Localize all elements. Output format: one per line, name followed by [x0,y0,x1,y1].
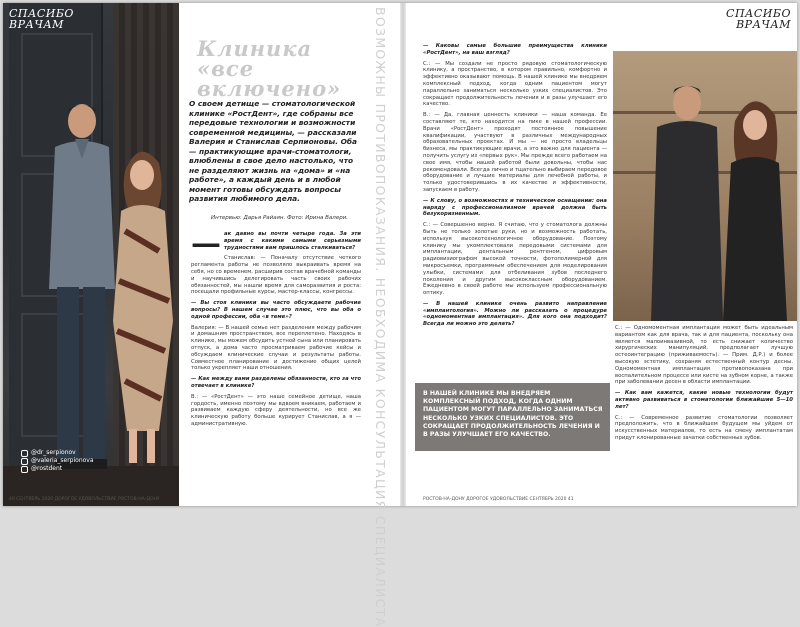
question: — В нашей клинике очень развито направление «имплантология». Можно ли рассказать о процедуре «одномоментная имплантация». Для кого она подходит? Всегда ли можно это делать? [423,300,607,328]
article-intro: О своем детище — стоматологической клинике «РостДент», где собраны все передовые технологии и возможности современной медицины, — рассказали Валерия и Станислав Серпионовы. Оба — практикующие врачи-стоматологи, влюблены в свое дело настолько, что не разделяют жизнь на «дома» и «на работе», а каждый день и в любой момент готовы обсуждать вопросы развития любимого дела. [189,99,358,203]
folio-left: 40 СЕНТЯБРЬ 2020 ДОРОГОЕ УДОВОЛЬСТВИЕ РОСТОВ-НА-ДОНУ [9,497,160,502]
question: — Как между вами разделены обязанности, кто за что отвечает в клинике? [191,376,361,389]
drop-cap: — [191,226,221,261]
answer: Станислав: — Поначалу отсутствие четкого регламента работы не позволяло выкраивать время на себя, но со временем, расширив состав врачебной команды и научившись делегировать часть своих рабочих обязанностей, мы нашли время для саморазвития и роста: посещали профильные курсы, мастер-классы, конгрессы. [191,255,361,296]
question: — Каковы самые большие преимущества клиники «РостДент», на ваш взгляд? [423,43,607,56]
answer: С.: — Совершенно верно. Я считаю, что у стоматолога должны быть не только золотые руки, но и возможность работать, используя высокотехнологичное оборудование. Поэтому клинику мы укомплектовали передовыми системами для имплантации, дентальным рентгеном, цифровым радиовизиографом высокой точности, фотополимерной для микросъемки, программным обеспечением для моделирования улыбки, системами для отбеливания зубов последнего поколения и другим высококлассным оборудованием. Ежедневно в своей работе мы используем профессиональную оптику. [423,222,607,297]
woman-figure [99,141,179,471]
spine [400,3,406,506]
disclaimer-text: ВОЗМОЖНЫ ПРОТИВОПОКАЗАНИЯ. НЕОБХОДИМА КОНСУЛЬТАЦИЯ СПЕЦИАЛИСТА [373,7,388,627]
answer: С.: — Одномоментная имплантация может быть идеальным вариантом как для врача, так и для пациента, поскольку она является малоинвазивной, то есть снижает количество хирургических манипуляций, предполагает лучшую остеоинтеграцию (приживаемость). — Прим. Д.Р.) и более высокую эстетику, сохраняя естественный контур десны. Одномоментная имплантация противопоказана при воспалительном процессе или кисте на зубном корне, а также при заболевании десен в области имплантации. [615,325,793,386]
article-credits: Интервью: Дарья Райаян. Фото: Ирина Валери. [211,215,349,221]
answer: В.: — «РостДент» — это наше семейное детище, наша гордость, именно поэтому мы вдвоем вникаем, работаем и развиваем каждую сферу деятельности, но все же клиническую работу больше курирует Станислав, а я — административную. [191,393,361,427]
right-body-2 [615,325,793,493]
right-article-column [415,3,611,506]
instagram-icon [21,450,28,457]
social-handles [21,449,94,473]
left-photo [3,3,179,506]
question: — К слову, о возможностях и техническом оснащении: она наряду с профессионализмом врачей должна быть безукоризненным. [423,197,607,218]
social-handle[interactable]: @rostdent [31,465,63,472]
social-handle[interactable]: @dr_serpionov [31,449,76,456]
left-body [191,226,361,501]
instagram-icon [21,458,28,465]
pull-quote [415,383,610,451]
answer: Валерия: — В нашей семье нет разделения между рабочим и домашним пространством, все переплетено. Находясь в клинике, мы можем обсудить устной сына или планировать отпуск, а дома часто просматриваем рабочие кейсы и обсуждаем клинические случаи и результаты работы. Совместное планирование и достижение общих целей только укрепляет наши отношения. [191,324,361,372]
question: ак давно вы почти четыре года. За эти время с какими самыми серьезными трудностями вам пришлось сталкиваться? [224,231,361,251]
folio-right: РОСТОВ-НА-ДОНУ ДОРОГОЕ УДОВОЛЬСТВИЕ СЕНТЯБРЬ 2020 41 [423,497,574,502]
section-label-right: СПАСИБО ВРАЧАМ [726,7,791,31]
question: — Как вам кажется, какие новые технологии будут активно развиваться в стоматологии ближайшие 5—10 лет? [615,390,793,410]
right-photo [613,51,797,321]
article-title: Клиника «все включено» [197,36,342,101]
answer: В.: — Да, главная ценность клиники — наша команда. Ее составляют те, кто находится на пике в нашей профессии. Врачи «РостДент» проходят постоянное повышение квалификации, участвуют в различных международных образовательных проектах. И мы — не просто владельцы бизнеса, мы практикующие врачи, а это важно для пациента — получить услугу из «первых рук». Мы прежде всего работаем на свое имя, чтобы нашей работой были довольны, чтобы нас рекомендовали. Всегда лично и тщательно выбираем передовое оборудование и лучшие материалы для лечебной работы, и только удостоверившись в их качестве и эффективности, запускаем в работу. [423,112,607,193]
magazine-spread [3,3,797,627]
section-label: СПАСИБО ВРАЧАМ [9,7,74,31]
disclaimer-band [365,7,395,627]
answer: С.: — Мы создали не просто рядовую стоматологическую клинику, а пространство, в котором правильно, комфортно и эффективно оказывают помощь. В нашей клинике мы внедряем комплексный подход, когда одним пациентом могут параллельно заниматься несколько узких специалистов. Это сокращает продолжительность лечения и в разы улучшает его качество. [423,60,607,108]
question: — Вы стоя клиники вы часто обсуждаете рабочие вопросы? В нашем случае это плюс, что вы оба о одной профессии, оба «в теме»? [191,300,361,320]
woman-figure-right [711,91,795,321]
instagram-icon [21,466,28,473]
social-handle[interactable]: @valeria_serpionova [31,457,94,464]
pull-quote-text: В НАШЕЙ КЛИНИКЕ МЫ ВНЕДРЯЕМ КОМПЛЕКСНЫЙ ПОДХОД, КОГДА ОДНИМ ПАЦИЕНТОМ МОГУТ ПАРАЛЛЕЛЬНО ЗАНИМАТЬСЯ НЕСКОЛЬКО УЗКИХ СПЕЦИАЛИСТОВ. ЭТО СОКРАЩАЕТ ПРОДОЛЖИТЕЛЬНОСТЬ ЛЕЧЕНИЯ И В РАЗЫ УЛУЧШАЕТ ЕГО КАЧЕСТВО. [423,390,603,439]
answer: С.: — Современное развитие стоматологии позволяет предположить, что в ближайшем будущем мы уйдем от искусственных материалов, то есть на смену имплантатам придут клонированные зачатки собственных зубов. [615,414,793,441]
right-body [423,43,607,383]
